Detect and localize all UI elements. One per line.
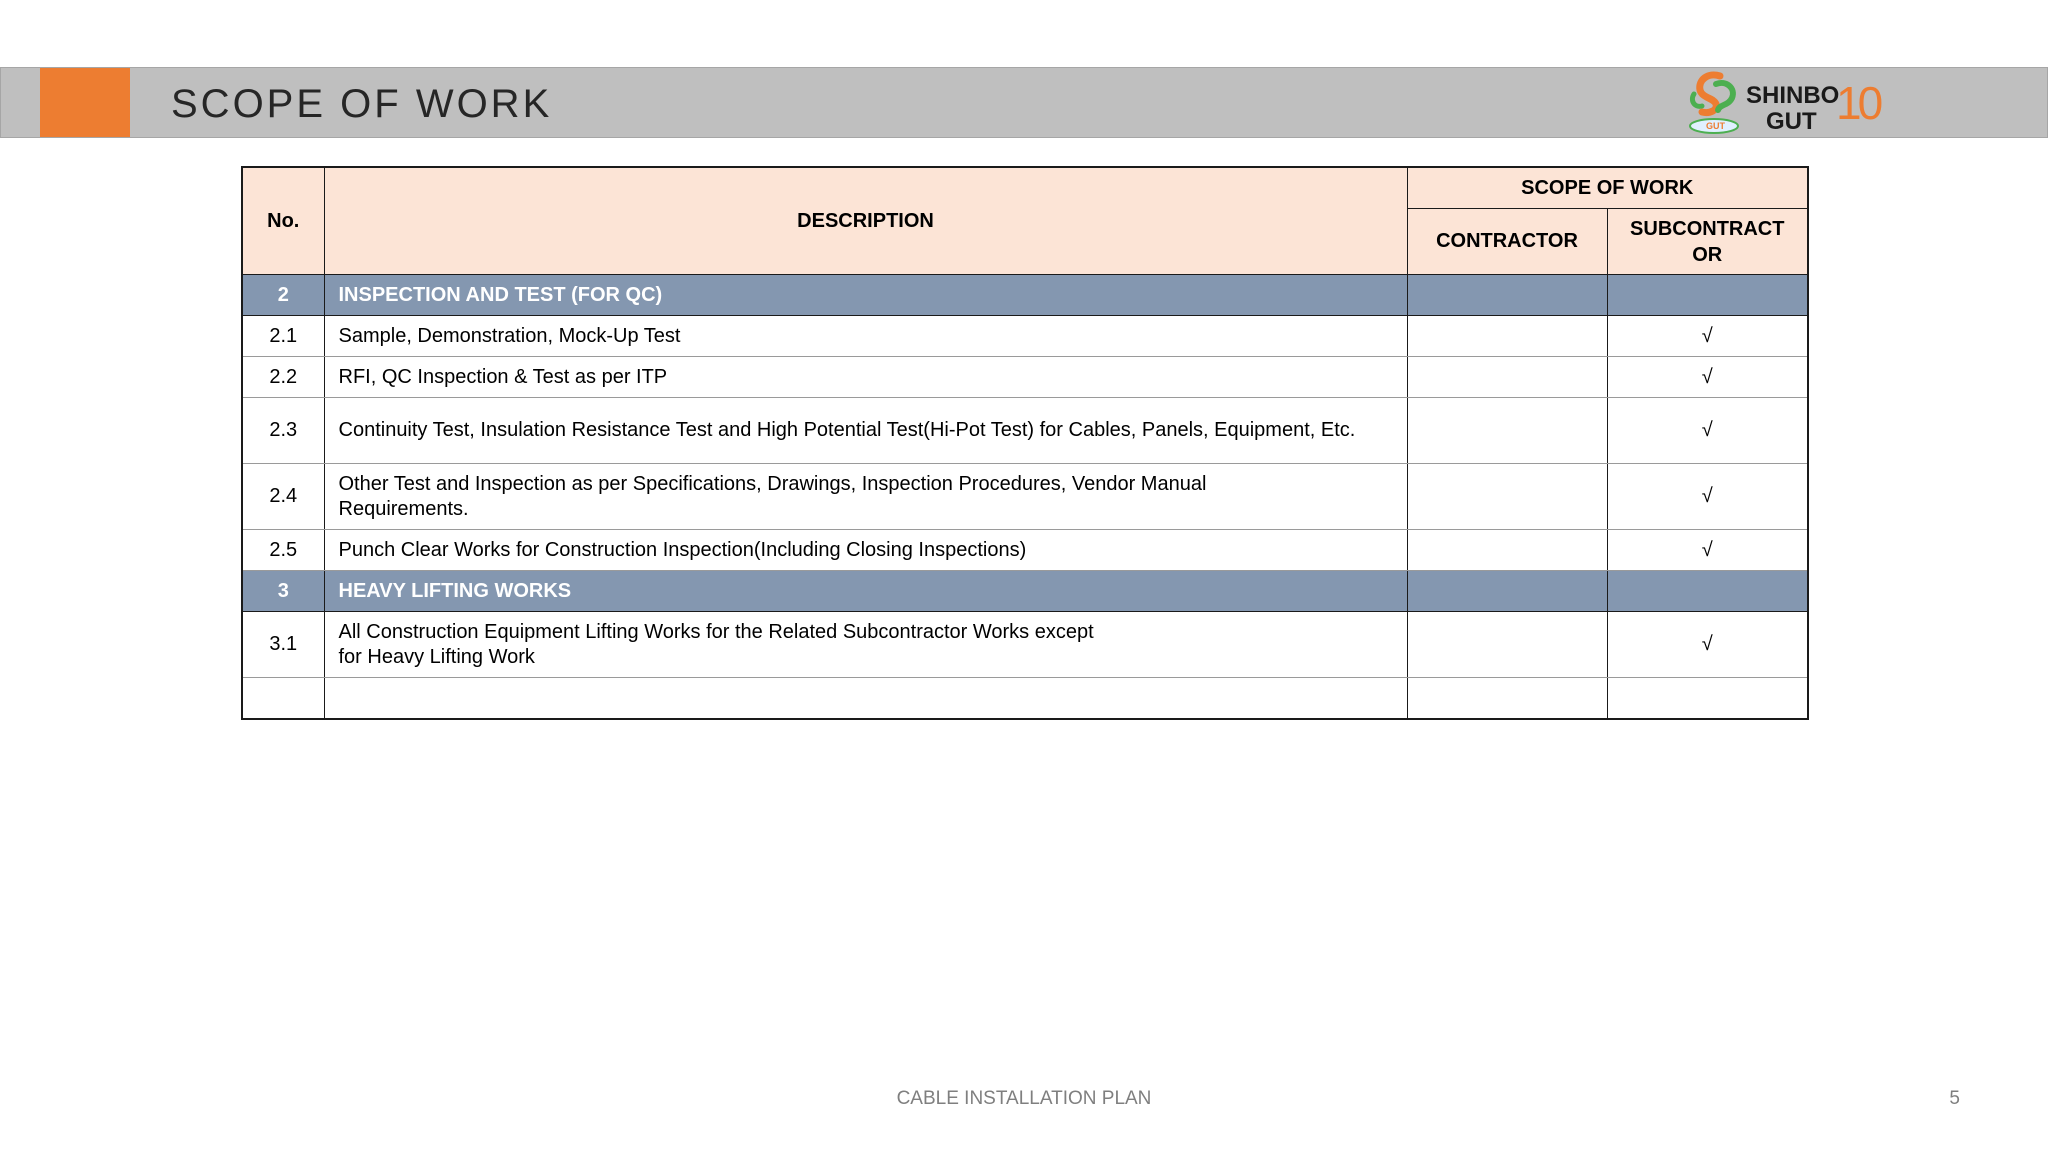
row-number: 2.4 — [242, 464, 324, 530]
row-contractor — [1407, 612, 1607, 678]
scope-of-work-table — [241, 166, 1809, 720]
header-accent-square — [40, 68, 130, 137]
page-title: SCOPE OF WORK — [171, 82, 553, 126]
row-number: 2 — [242, 275, 324, 316]
table-row — [242, 612, 1808, 678]
row-subcontractor-check: √ — [1607, 464, 1808, 530]
section-row — [242, 571, 1808, 612]
header-band — [0, 67, 2048, 138]
row-description: INSPECTION AND TEST (FOR QC) — [324, 275, 1407, 316]
row-subcontractor-check: √ — [1607, 398, 1808, 464]
column-header-contractor: CONTRACTOR — [1407, 209, 1607, 275]
logo-mark: 10 — [1836, 77, 1880, 129]
table-row — [242, 398, 1808, 464]
row-description: Punch Clear Works for Construction Inspection(Including Closing Inspections) — [324, 530, 1407, 571]
table-row — [242, 530, 1808, 571]
column-header-description: DESCRIPTION — [324, 167, 1407, 275]
row-number: 3 — [242, 571, 324, 612]
logo-line1: SHINBO — [1746, 82, 1840, 109]
row-subcontractor — [1607, 571, 1808, 612]
row-contractor — [1407, 571, 1607, 612]
row-contractor — [1407, 678, 1607, 720]
row-description: RFI, QC Inspection & Test as per ITP — [324, 357, 1407, 398]
section-row — [242, 275, 1808, 316]
row-subcontractor — [1607, 678, 1808, 720]
row-contractor — [1407, 464, 1607, 530]
row-subcontractor — [1607, 275, 1808, 316]
row-description: Sample, Demonstration, Mock-Up Test — [324, 316, 1407, 357]
row-subcontractor-check: √ — [1607, 612, 1808, 678]
row-number: 2.5 — [242, 530, 324, 571]
row-contractor — [1407, 530, 1607, 571]
table-row — [242, 316, 1808, 357]
row-number — [242, 678, 324, 720]
table-row-empty — [242, 678, 1808, 720]
footer-document-title: CABLE INSTALLATION PLAN — [896, 1088, 1152, 1109]
row-contractor — [1407, 357, 1607, 398]
table-row — [242, 464, 1808, 530]
row-subcontractor-check: √ — [1607, 316, 1808, 357]
row-description: All Construction Equipment Lifting Works for the Related Subcontractor Works except for Heavy Lifting Work — [324, 612, 1407, 678]
table-row — [242, 357, 1808, 398]
page-number: 5 — [1949, 1088, 1960, 1109]
logo-line2: GUT — [1766, 108, 1817, 135]
row-description — [324, 678, 1407, 720]
row-contractor — [1407, 398, 1607, 464]
row-subcontractor-check: √ — [1607, 530, 1808, 571]
row-contractor — [1407, 275, 1607, 316]
row-number: 2.2 — [242, 357, 324, 398]
row-contractor — [1407, 316, 1607, 357]
row-number: 2.3 — [242, 398, 324, 464]
company-logo — [1686, 70, 1880, 136]
logo-badge-text: GUT — [1706, 121, 1725, 131]
column-header-subcontractor: SUBCONTRACT OR — [1607, 209, 1808, 275]
row-number: 3.1 — [242, 612, 324, 678]
column-header-no: No. — [242, 167, 324, 275]
row-description: Other Test and Inspection as per Specifications, Drawings, Inspection Procedures, Vendor Manual Requirements. — [324, 464, 1407, 530]
column-header-scope-group: SCOPE OF WORK — [1407, 167, 1808, 209]
row-description: HEAVY LIFTING WORKS — [324, 571, 1407, 612]
row-description: Continuity Test, Insulation Resistance Test and High Potential Test(Hi-Pot Test) for Cables, Panels, Equipment, Etc. — [324, 398, 1407, 464]
row-number: 2.1 — [242, 316, 324, 357]
row-subcontractor-check: √ — [1607, 357, 1808, 398]
